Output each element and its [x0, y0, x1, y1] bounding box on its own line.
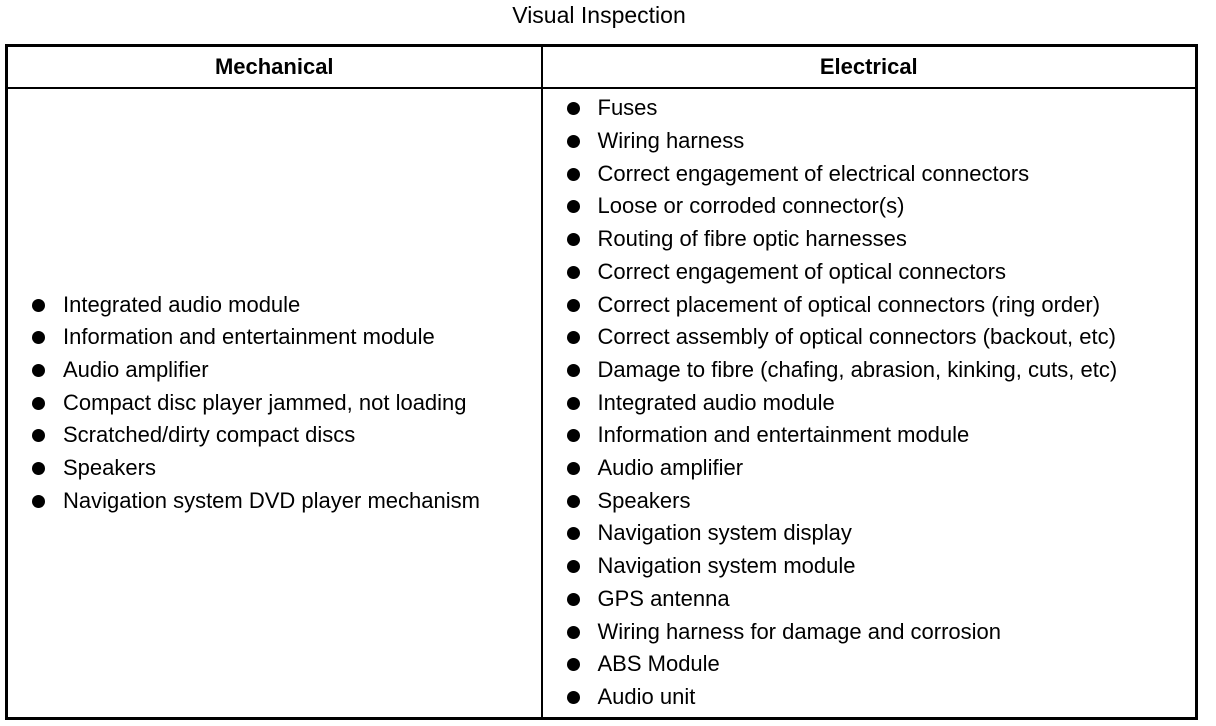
list-item: [543, 223, 1196, 256]
bullet-icon: [567, 397, 580, 410]
bullet-icon: [567, 364, 580, 377]
list-item: [543, 517, 1196, 550]
list-item-text: Navigation system display: [597, 520, 852, 546]
list-item-text: Correct engagement of optical connectors: [597, 258, 1006, 284]
list-item-text: Scratched/dirty compact discs: [63, 422, 356, 448]
list-item: [543, 681, 1196, 714]
list-item: [543, 485, 1196, 518]
bullet-icon: [567, 429, 580, 442]
bullet-icon: [32, 495, 45, 508]
list-item: [543, 354, 1196, 387]
list-item: [8, 419, 541, 452]
bullet-icon: [567, 691, 580, 704]
list-item-text: Audio amplifier: [63, 356, 209, 382]
bullet-icon: [567, 266, 580, 279]
list-item: [8, 452, 541, 485]
bullet-icon: [567, 135, 580, 148]
bullet-icon: [32, 331, 45, 344]
list-item: [543, 289, 1196, 322]
bullet-icon: [567, 626, 580, 639]
list-item: [543, 452, 1196, 485]
column-header-mechanical: Mechanical: [7, 46, 542, 89]
list-item: [543, 92, 1196, 125]
list-item: [543, 190, 1196, 223]
list-item-text: Audio unit: [597, 683, 696, 709]
list-item-text: Audio amplifier: [597, 455, 744, 481]
list-item: [543, 648, 1196, 681]
list-item: [8, 289, 541, 322]
list-item: [543, 616, 1196, 649]
bullet-icon: [567, 658, 580, 671]
list-item: [8, 321, 541, 354]
list-item-text: Compact disc player jammed, not loading: [63, 389, 467, 415]
list-item-text: Speakers: [63, 455, 156, 481]
electrical-cell: [542, 88, 1197, 719]
list-item: [543, 125, 1196, 158]
list-item: [543, 583, 1196, 616]
list-item-text: Fuses: [597, 95, 658, 121]
bullet-icon: [32, 397, 45, 410]
list-item-text: Navigation system DVD player mechanism: [63, 487, 480, 513]
bullet-icon: [567, 299, 580, 312]
bullet-icon: [32, 364, 45, 377]
bullet-icon: [567, 200, 580, 213]
column-header-electrical: Electrical: [542, 46, 1197, 89]
bullet-icon: [567, 331, 580, 344]
bullet-icon: [567, 233, 580, 246]
electrical-list: [543, 92, 1196, 713]
list-item: [543, 419, 1196, 452]
list-item-text: Information and entertainment module: [63, 324, 435, 350]
bullet-icon: [567, 527, 580, 540]
bullet-icon: [567, 462, 580, 475]
list-item-text: Speakers: [597, 487, 691, 513]
list-item: [8, 387, 541, 420]
bullet-icon: [567, 168, 580, 181]
bullet-icon: [567, 495, 580, 508]
list-item: [8, 485, 541, 518]
list-item-text: ABS Module: [597, 651, 720, 677]
body-row: [7, 88, 1197, 719]
table-title: Visual Inspection: [512, 2, 686, 28]
mechanical-cell: [7, 88, 542, 719]
list-item: [543, 321, 1196, 354]
list-item-text: Loose or corroded connector(s): [597, 193, 905, 219]
list-item-text: Correct assembly of optical connectors (backout, etc): [597, 324, 1116, 350]
bullet-icon: [567, 560, 580, 573]
list-item: [543, 256, 1196, 289]
bullet-icon: [567, 593, 580, 606]
list-item-text: Correct placement of optical connectors (ring order): [597, 291, 1101, 317]
list-item-text: Damage to fibre (chafing, abrasion, kinking, cuts, etc): [597, 356, 1118, 382]
bullet-icon: [32, 462, 45, 475]
list-item-text: Integrated audio module: [597, 389, 835, 415]
list-item-text: Wiring harness: [597, 128, 745, 154]
mechanical-list: [8, 289, 541, 518]
list-item-text: Correct engagement of electrical connectors: [597, 160, 1030, 186]
list-item-text: GPS antenna: [597, 585, 730, 611]
list-item-text: Integrated audio module: [63, 291, 301, 317]
list-item-text: Information and entertainment module: [597, 422, 970, 448]
list-item: [543, 158, 1196, 191]
visual-inspection-table: [5, 44, 1198, 720]
list-item-text: Wiring harness for damage and corrosion: [597, 618, 1002, 644]
list-item-text: Navigation system module: [597, 553, 856, 579]
bullet-icon: [32, 299, 45, 312]
list-item-text: Routing of fibre optic harnesses: [597, 226, 907, 252]
bullet-icon: [567, 102, 580, 115]
bullet-icon: [32, 429, 45, 442]
list-item: [543, 387, 1196, 420]
header-row: [7, 46, 1197, 89]
list-item: [8, 354, 541, 387]
list-item: [543, 550, 1196, 583]
